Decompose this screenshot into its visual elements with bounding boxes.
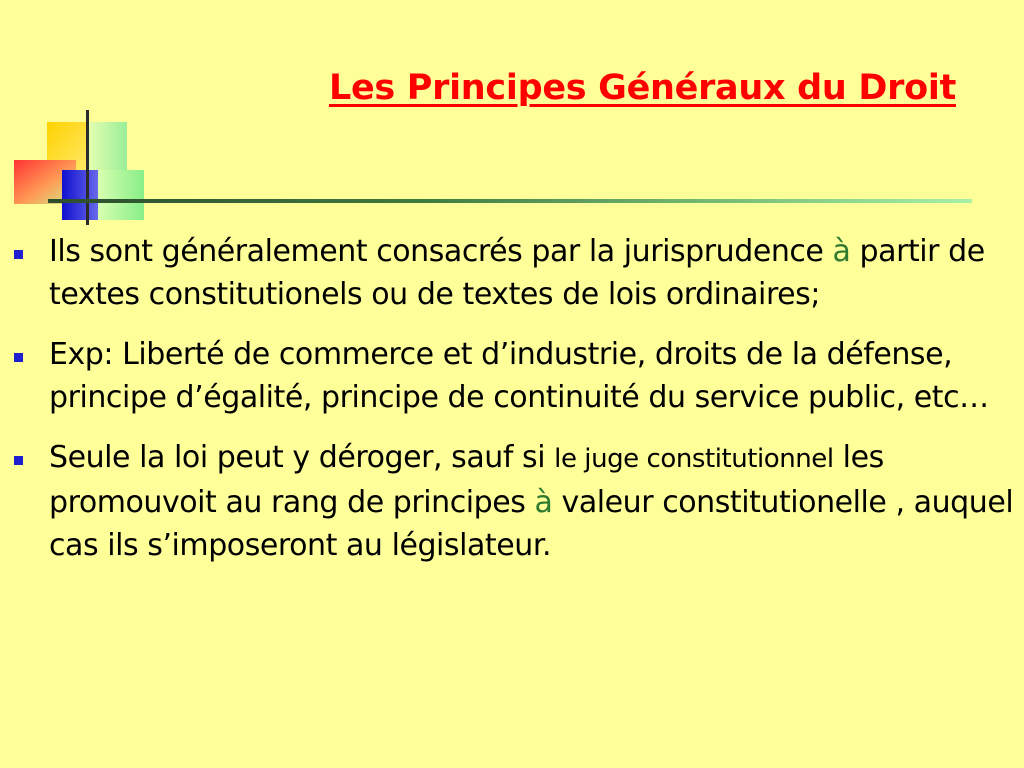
bullet-item-3 (14, 436, 1014, 567)
square-bullet-icon (14, 250, 23, 259)
bullet-text: Seule la loi peut y déroger, sauf si le juge constitutionnel les promouvoit au rang de principes à valeur constitutionelle , auquel cas ils s’imposeront au législateur. (49, 440, 1014, 563)
bullet-text: Ils sont généralement consacrés par la jurisprudence à partir de textes constitutionels ou de textes de lois ordinaires; (49, 234, 985, 312)
corner-decoration (0, 0, 1024, 240)
bullet-list (14, 230, 1014, 584)
square-bullet-icon (14, 456, 23, 465)
square-bullet-icon (14, 353, 23, 362)
blue-gradient-square (62, 170, 106, 220)
horizontal-divider (48, 199, 972, 203)
bullet-item-2 (14, 333, 1014, 419)
bullet-text: Exp: Liberté de commerce et d’industrie, droits de la défense, principe d’égalité, principe de continuité du service public, etc… (49, 337, 989, 415)
yellow-square (47, 122, 87, 170)
red-gradient-square (14, 160, 76, 204)
slide-title: Les Principes Généraux du Droit (328, 68, 956, 108)
green-gradient-square (98, 170, 144, 220)
bullet-item-1 (14, 230, 1014, 316)
vertical-divider (86, 110, 89, 225)
light-green-square (87, 122, 127, 170)
